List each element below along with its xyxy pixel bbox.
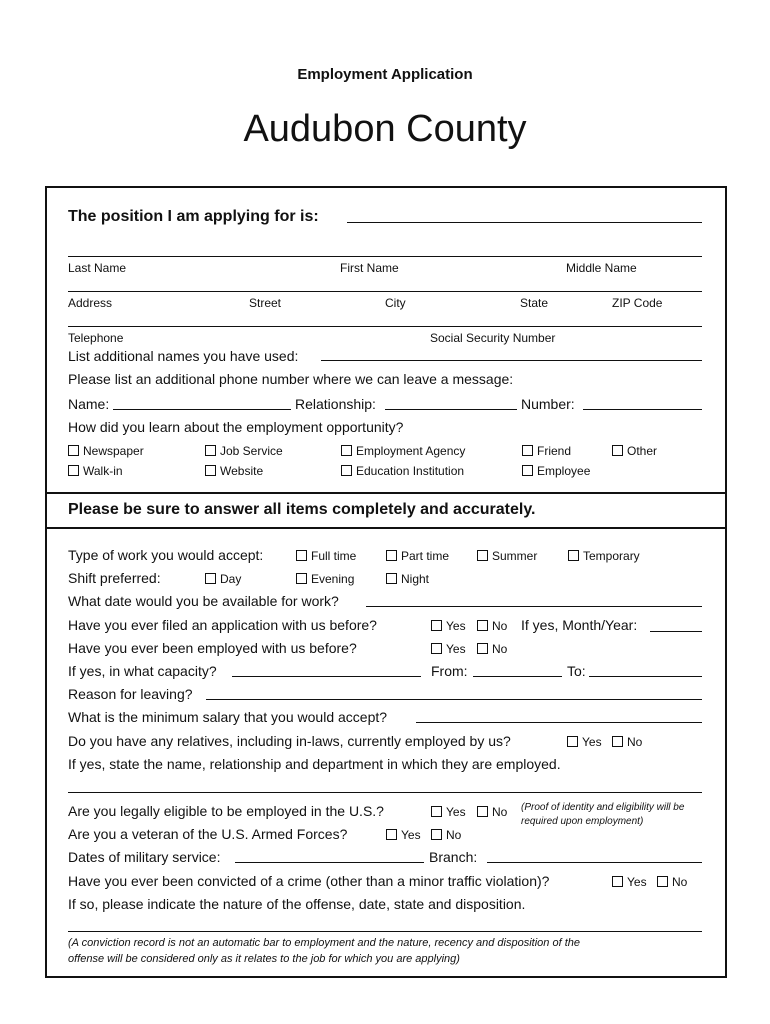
address-field[interactable] [68,291,702,292]
source-job-service[interactable]: Job Service [205,444,283,458]
checkbox[interactable] [386,573,397,584]
source-other[interactable]: Other [612,444,657,458]
street-label: Street [249,296,282,310]
convicted-yes[interactable]: Yes [612,875,647,889]
convicted-detail-field[interactable] [68,931,702,932]
checkbox[interactable] [205,573,216,584]
convicted-detail-label: If so, please indicate the nature of the offense, date, state and disposition. [68,896,526,912]
learn-label: How did you learn about the employment opportunity? [68,419,404,435]
relatives-detail-field[interactable] [68,792,702,793]
convicted-label: Have you ever been convicted of a crime (other than a minor traffic violation)? [68,873,550,889]
ssn-label: Social Security Number [430,331,556,345]
to-label: To: [567,663,586,679]
zip-code-label: ZIP Code [612,296,663,310]
position-label: The position I am applying for is: [68,208,319,225]
relatives-label: Do you have any relatives, including in-laws, currently employed by us? [68,733,511,749]
additional-phone-label: Please list an additional phone number where we can leave a message: [68,371,514,387]
checkbox[interactable] [431,620,442,631]
branch-label: Branch: [429,849,478,865]
checkbox[interactable] [477,550,488,561]
checkbox[interactable] [477,620,488,631]
telephone-label: Telephone [68,331,124,345]
checkbox[interactable] [431,643,442,654]
checkbox[interactable] [567,736,578,747]
first-name-label: First Name [340,261,399,275]
checkbox[interactable] [205,465,216,476]
checkbox[interactable] [522,465,533,476]
available-date-label: What date would you be available for work? [68,593,339,609]
military-dates-label: Dates of military service: [68,849,221,865]
name-field[interactable] [68,256,702,257]
min-salary-field[interactable] [416,722,702,723]
checkbox[interactable] [612,876,623,887]
veteran-no[interactable]: No [431,828,461,842]
veteran-yes[interactable]: Yes [386,828,421,842]
city-label: City [385,296,406,310]
checkbox[interactable] [657,876,668,887]
checkbox[interactable] [431,806,442,817]
available-date-field[interactable] [366,606,702,607]
section-divider-2 [45,527,725,529]
shift-day[interactable]: Day [205,572,241,586]
shift-evening[interactable]: Evening [296,572,354,586]
capacity-field[interactable] [232,676,421,677]
veteran-label: Are you a veteran of the U.S. Armed Forces? [68,826,348,842]
source-website[interactable]: Website [205,464,263,478]
eligible-no[interactable]: No [477,805,507,819]
work-part-time[interactable]: Part time [386,549,449,563]
checkbox[interactable] [205,445,216,456]
checkbox[interactable] [477,806,488,817]
employed-before-label: Have you ever been employed with us before? [68,640,357,656]
form-subtitle: Employment Application [297,66,473,83]
to-field[interactable] [589,676,702,677]
from-label: From: [431,663,468,679]
type-of-work-label: Type of work you would accept: [68,547,264,563]
address-label: Address [68,296,113,310]
checkbox[interactable] [386,550,397,561]
source-education-institution[interactable]: Education Institution [341,464,464,478]
eligible-yes[interactable]: Yes [431,805,466,819]
month-year-field[interactable] [650,631,702,632]
source-newspaper[interactable]: Newspaper [68,444,144,458]
checkbox[interactable] [68,445,79,456]
filed-before-label: Have you ever filed an application with us before? [68,617,377,633]
eligible-note-line-2: required upon employment) [521,816,644,827]
source-employee[interactable]: Employee [522,464,590,478]
work-temporary[interactable]: Temporary [568,549,640,563]
capacity-label: If yes, in what capacity? [68,663,217,679]
branch-field[interactable] [487,862,702,863]
month-year-label: If yes, Month/Year: [521,617,638,633]
telephone-field[interactable] [68,326,702,327]
shift-night[interactable]: Night [386,572,429,586]
work-summer[interactable]: Summer [477,549,537,563]
conviction-note-line-2: offense will be considered only as it relates to the job for which you are applying) [68,953,460,965]
page-title: Audubon County [243,108,527,150]
source-walk-in[interactable]: Walk-in [68,464,123,478]
work-full-time[interactable]: Full time [296,549,356,563]
reason-label: Reason for leaving? [68,686,193,702]
min-salary-label: What is the minimum salary that you would accept? [68,709,388,725]
filed-no[interactable]: No [477,619,507,633]
checkbox[interactable] [296,573,307,584]
checkbox[interactable] [341,445,352,456]
state-label: State [520,296,549,310]
relatives-yes[interactable]: Yes [567,735,602,749]
from-field[interactable] [473,676,562,677]
additional-names-field[interactable] [321,360,702,361]
conviction-note-line-1: (A conviction record is not an automatic bar to employment and the nature, recency and disposition of the [68,937,580,949]
checkbox[interactable] [568,550,579,561]
checkbox[interactable] [68,465,79,476]
checkbox[interactable] [522,445,533,456]
checkbox[interactable] [341,465,352,476]
contact-name-label: Name: [68,396,110,412]
relatives-detail-label: If yes, state the name, relationship and department in which they are employed. [68,756,561,772]
contact-name-field[interactable] [113,409,291,410]
source-friend[interactable]: Friend [522,444,571,458]
number-label: Number: [521,396,575,412]
reason-field[interactable] [206,699,702,700]
relationship-field[interactable] [385,409,517,410]
middle-name-label: Middle Name [566,261,637,275]
position-field[interactable] [347,222,702,223]
checkbox[interactable] [386,829,397,840]
military-dates-field[interactable] [235,862,424,863]
notice-text: Please be sure to answer all items completely and accurately. [68,501,536,518]
convicted-no[interactable]: No [657,875,687,889]
checkbox[interactable] [477,643,488,654]
relationship-label: Relationship: [295,396,376,412]
employed-no[interactable]: No [477,642,507,656]
employed-yes[interactable]: Yes [431,642,466,656]
number-field[interactable] [583,409,702,410]
eligible-label: Are you legally eligible to be employed in the U.S.? [68,803,384,819]
last-name-label: Last Name [68,261,127,275]
checkbox[interactable] [431,829,442,840]
filed-yes[interactable]: Yes [431,619,466,633]
shift-label: Shift preferred: [68,570,161,586]
source-employment-agency[interactable]: Employment Agency [341,444,465,458]
relatives-no[interactable]: No [612,735,642,749]
checkbox[interactable] [612,736,623,747]
additional-names-label: List additional names you have used: [68,348,299,364]
checkbox[interactable] [612,445,623,456]
checkbox[interactable] [296,550,307,561]
eligible-note-line-1: (Proof of identity and eligibility will be [521,802,685,813]
section-divider-1 [45,492,725,494]
